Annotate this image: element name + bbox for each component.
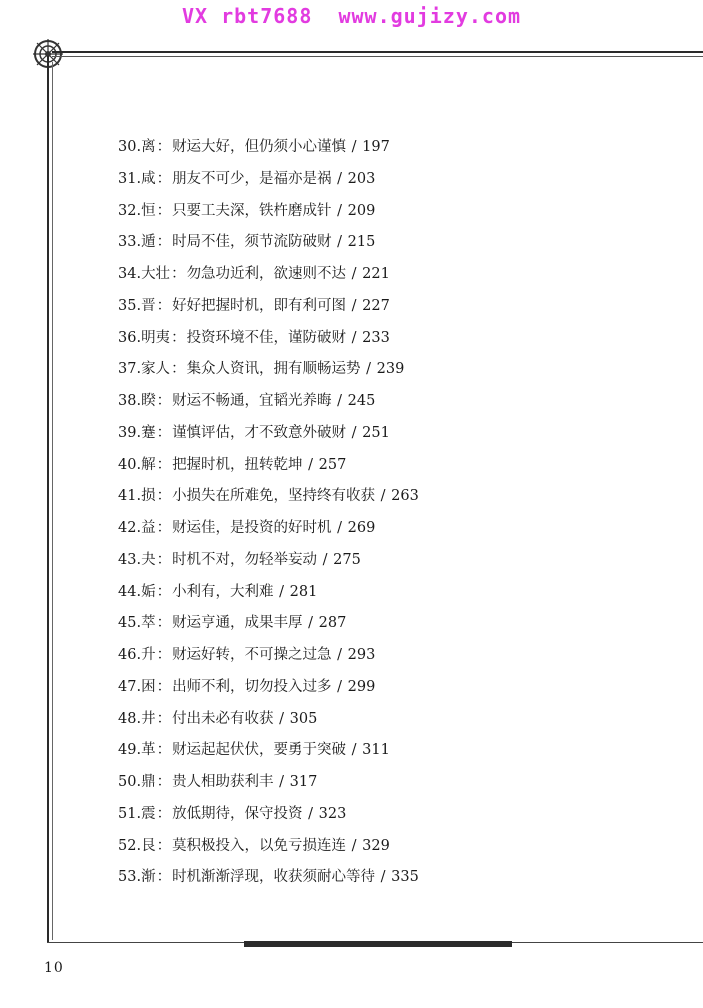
separator: ： [156, 583, 172, 600]
entry-hexagram-name: 晋 [141, 297, 156, 314]
entry-hexagram-name: 家人 [141, 361, 171, 378]
bottom-decorative-bar [244, 941, 512, 947]
toc-entry [118, 137, 419, 169]
separator: / [332, 202, 347, 219]
entry-number: 32. [118, 202, 142, 219]
separator: / [347, 297, 362, 314]
toc-entry [118, 550, 419, 582]
separator: / [303, 805, 318, 822]
separator: / [376, 869, 391, 886]
entry-number: 36. [118, 329, 142, 346]
frame-left-border [47, 56, 49, 943]
entry-description: 时机不对，勿轻举妄动 [172, 551, 318, 568]
separator: ： [156, 869, 172, 886]
entry-hexagram-name: 渐 [141, 869, 156, 886]
toc-entry [118, 455, 419, 487]
entry-hexagram-name: 损 [141, 488, 156, 505]
entry-description: 集众人资讯，拥有顺畅运势 [186, 361, 361, 378]
entry-number: 45. [118, 615, 142, 632]
separator: / [274, 774, 289, 790]
frame-top-inner-border [52, 56, 703, 57]
entry-hexagram-name: 睽 [141, 393, 156, 409]
entry-number: 33. [118, 234, 142, 251]
separator: ： [156, 170, 172, 187]
entry-description: 只要工夫深，铁杵磨成针 [172, 202, 332, 219]
toc-entry [118, 709, 419, 741]
separator: ： [171, 266, 186, 282]
entry-number: 47. [118, 678, 142, 695]
separator: ： [156, 297, 172, 314]
toc-entry [118, 169, 419, 201]
entry-page-number: 245 [347, 393, 376, 409]
entry-page-number: 317 [289, 774, 318, 790]
toc-entry [118, 423, 419, 455]
entry-hexagram-name: 解 [141, 456, 156, 473]
toc-entry [118, 677, 419, 709]
entry-page-number: 335 [391, 869, 419, 886]
entry-description: 勿急功近利，欲速则不达 [186, 266, 347, 282]
entry-page-number: 287 [318, 615, 347, 632]
separator: ： [156, 615, 172, 632]
entry-number: 35. [118, 297, 142, 314]
entry-hexagram-name: 夬 [141, 551, 156, 568]
entry-hexagram-name: 井 [141, 710, 156, 727]
toc-entry [118, 582, 419, 614]
entry-hexagram-name: 遁 [141, 234, 156, 251]
entry-number: 43. [118, 551, 142, 568]
entry-page-number: 323 [318, 805, 347, 822]
entry-page-number: 311 [362, 742, 390, 759]
entry-number: 38. [118, 393, 142, 409]
entry-page-number: 239 [376, 361, 405, 378]
frame-left-inner-border [52, 62, 53, 940]
entry-hexagram-name: 离 [141, 139, 156, 155]
entry-description: 财运佳，是投资的好时机 [172, 520, 332, 536]
separator: ： [156, 774, 172, 790]
entry-page-number: 281 [289, 583, 318, 600]
entry-description: 好好把握时机，即有利可图 [172, 297, 347, 314]
entry-hexagram-name: 姤 [141, 583, 156, 600]
entry-description: 时局不佳，须节流防破财 [172, 234, 332, 251]
separator: ： [156, 647, 172, 663]
entry-page-number: 275 [333, 551, 361, 568]
entry-description: 朋友不可少，是福亦是祸 [172, 170, 332, 187]
separator: ： [171, 329, 186, 346]
separator: / [347, 329, 362, 346]
entry-page-number: 257 [318, 456, 347, 473]
separator: ： [156, 520, 172, 536]
entry-number: 49. [118, 742, 142, 759]
entry-hexagram-name: 咸 [141, 170, 156, 187]
separator: / [303, 615, 318, 632]
entry-number: 50. [118, 774, 142, 790]
entry-description: 付出未必有收获 [172, 710, 274, 727]
separator: / [332, 520, 347, 536]
entry-number: 46. [118, 647, 142, 663]
entry-description: 小损失在所难免，坚持终有收获 [172, 488, 376, 505]
entry-number: 52. [118, 837, 142, 854]
entry-description: 时机渐渐浮现，收获须耐心等待 [172, 869, 376, 886]
separator: / [332, 393, 347, 409]
entry-description: 谨慎评估，才不致意外破财 [172, 424, 347, 441]
entry-page-number: 233 [362, 329, 390, 346]
separator: / [332, 234, 347, 251]
toc-entry [118, 740, 419, 772]
entry-page-number: 209 [347, 202, 376, 219]
table-of-contents [118, 137, 419, 899]
toc-entry [118, 486, 419, 518]
entry-description: 把握时机，扭转乾坤 [172, 456, 303, 473]
entry-page-number: 299 [347, 678, 376, 695]
entry-hexagram-name: 蹇 [141, 424, 156, 441]
separator: / [361, 361, 376, 378]
separator: ： [156, 139, 172, 155]
entry-number: 30. [118, 139, 142, 155]
separator: / [347, 424, 362, 441]
entry-hexagram-name: 艮 [141, 837, 156, 854]
toc-entry [118, 518, 419, 550]
separator: ： [156, 393, 172, 409]
entry-hexagram-name: 升 [141, 647, 156, 663]
entry-hexagram-name: 大壮 [141, 266, 171, 282]
entry-hexagram-name: 困 [141, 678, 156, 695]
entry-page-number: 251 [362, 424, 390, 441]
separator: ： [156, 424, 172, 441]
toc-entry [118, 613, 419, 645]
toc-entry [118, 328, 419, 360]
entry-hexagram-name: 益 [141, 520, 156, 536]
separator: ： [156, 551, 172, 568]
entry-description: 财运大好，但仍须小心谨慎 [172, 139, 347, 155]
separator: ： [156, 488, 172, 505]
entry-description: 贵人相助获利丰 [172, 774, 274, 790]
separator: / [274, 710, 289, 727]
separator: / [318, 551, 333, 568]
entry-page-number: 203 [347, 170, 376, 187]
entry-description: 投资环境不佳，谨防破财 [186, 329, 347, 346]
entry-page-number: 197 [362, 139, 390, 155]
toc-entry [118, 296, 419, 328]
entry-description: 财运亨通，成果丰厚 [172, 615, 303, 632]
entry-page-number: 215 [347, 234, 376, 251]
separator: ： [156, 742, 172, 759]
separator: / [332, 647, 347, 663]
toc-entry [118, 232, 419, 264]
entry-description: 小利有，大利难 [172, 583, 274, 600]
separator: ： [156, 678, 172, 695]
separator: / [332, 678, 347, 695]
entry-page-number: 269 [347, 520, 376, 536]
entry-page-number: 293 [347, 647, 376, 663]
toc-entry [118, 359, 419, 391]
entry-description: 莫积极投入，以免亏损连连 [172, 837, 347, 854]
entry-number: 34. [118, 266, 142, 282]
page-number: 10 [44, 960, 64, 976]
entry-number: 42. [118, 520, 142, 536]
watermark-text: VX rbt7688 www.gujizy.com [181, 4, 522, 28]
entry-description: 放低期待，保守投资 [172, 805, 303, 822]
entry-hexagram-name: 鼎 [141, 774, 156, 790]
entry-page-number: 329 [362, 837, 390, 854]
entry-hexagram-name: 明夷 [141, 329, 171, 346]
entry-number: 31. [118, 170, 142, 187]
entry-number: 44. [118, 583, 142, 600]
entry-hexagram-name: 革 [141, 742, 156, 759]
toc-entry [118, 645, 419, 677]
entry-hexagram-name: 恒 [141, 202, 156, 219]
entry-page-number: 305 [289, 710, 318, 727]
entry-number: 51. [118, 805, 142, 822]
separator: / [347, 742, 362, 759]
entry-number: 48. [118, 710, 142, 727]
separator: ： [156, 234, 172, 251]
separator: ： [156, 837, 172, 854]
toc-entry [118, 772, 419, 804]
entry-number: 40. [118, 456, 142, 473]
toc-entry [118, 201, 419, 233]
separator: / [274, 583, 289, 600]
separator: / [303, 456, 318, 473]
toc-entry [118, 264, 419, 296]
entry-description: 财运好转，不可操之过急 [172, 647, 332, 663]
entry-number: 37. [118, 361, 142, 378]
entry-number: 41. [118, 488, 142, 505]
separator: / [347, 837, 362, 854]
separator: / [376, 488, 391, 505]
toc-entry [118, 836, 419, 868]
separator: ： [156, 805, 172, 822]
frame-top-border [52, 51, 703, 53]
separator: ： [171, 361, 186, 378]
toc-entry [118, 391, 419, 423]
entry-page-number: 263 [391, 488, 419, 505]
entry-page-number: 227 [362, 297, 390, 314]
entry-page-number: 221 [362, 266, 390, 282]
entry-number: 53. [118, 869, 142, 886]
separator: / [347, 266, 362, 282]
entry-hexagram-name: 萃 [141, 615, 156, 632]
separator: ： [156, 202, 172, 219]
separator: ： [156, 456, 172, 473]
entry-hexagram-name: 震 [141, 805, 156, 822]
entry-number: 39. [118, 424, 142, 441]
toc-entry [118, 867, 419, 899]
toc-entry [118, 804, 419, 836]
entry-description: 出师不利，切勿投入过多 [172, 678, 332, 695]
entry-description: 财运不畅通，宜韬光养晦 [172, 393, 332, 409]
separator: ： [156, 710, 172, 727]
separator: / [332, 170, 347, 187]
separator: / [347, 139, 362, 155]
entry-description: 财运起起伏伏，要勇于突破 [172, 742, 347, 759]
